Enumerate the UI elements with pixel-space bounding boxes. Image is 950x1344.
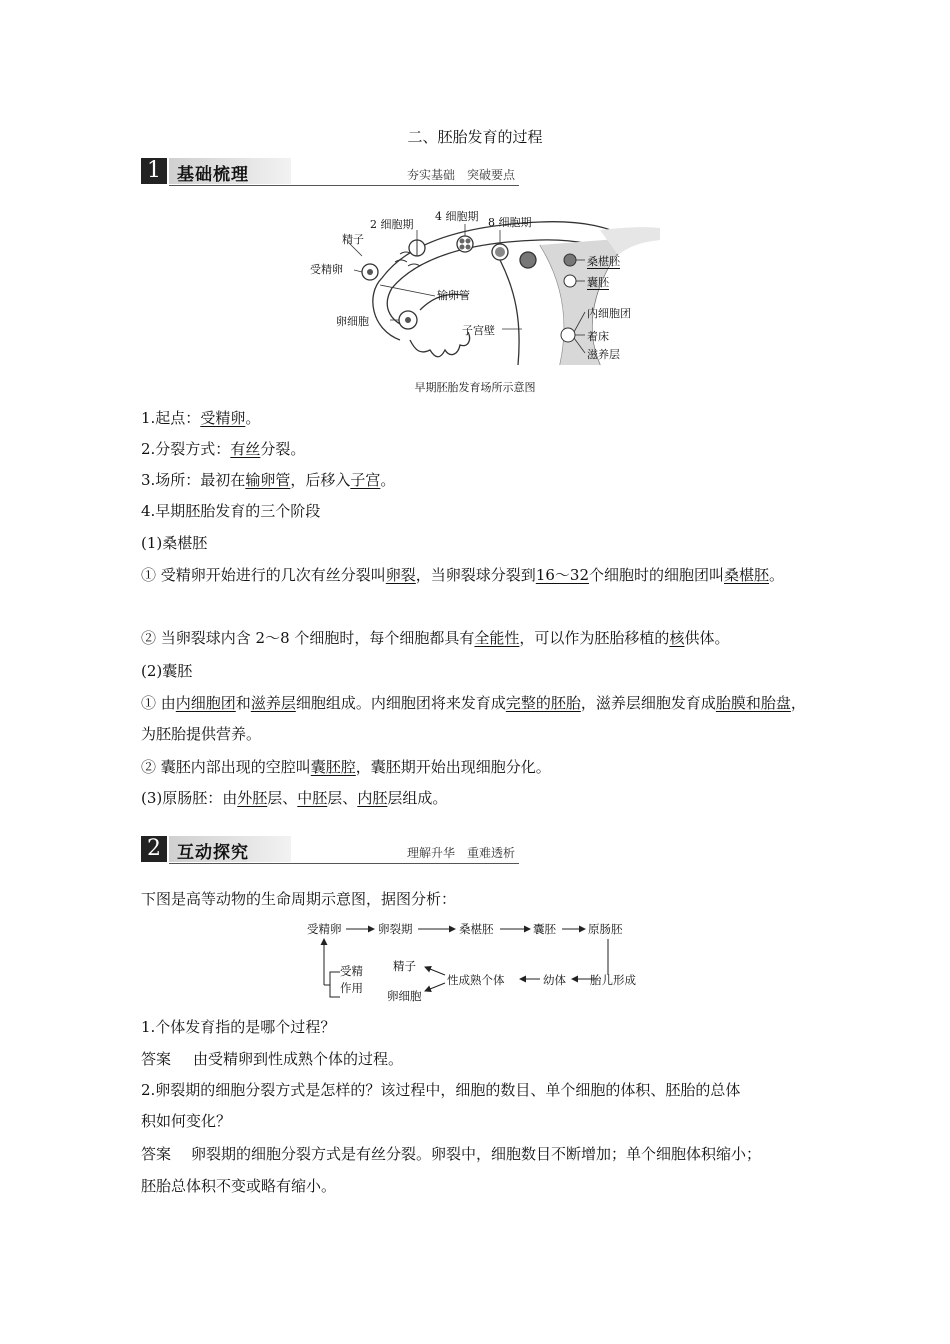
answer-2-line-2: 胚胎总体积不变或略有缩小。 xyxy=(141,1177,337,1195)
section-banner-explore xyxy=(141,836,519,866)
label-inner-cell-mass: 内细胞团 xyxy=(587,307,631,320)
label-sperm: 精子 xyxy=(342,233,364,246)
flow-fertilization-1: 受精 xyxy=(340,964,363,978)
section-banner-basics xyxy=(141,158,519,188)
question-2-line-1: 2.卵裂期的细胞分裂方式是怎样的？该过程中，细胞的数目、单个细胞的体积、胚胎的总体 xyxy=(141,1081,741,1099)
paragraph-morula-1: ① 受精卵开始进行的几次有丝分裂叫卵裂，当卵裂球分裂到16～32个细胞时的细胞团叫桑椹胚。 xyxy=(141,566,785,584)
answer-2-line-1: 答案 卵裂期的细胞分裂方式是有丝分裂。卵裂中，细胞数目不断增加；单个细胞体积缩小； xyxy=(141,1145,762,1163)
label-morula: 桑椹胚 xyxy=(587,255,620,268)
label-4cell: 4 细胞期 xyxy=(435,210,479,223)
flow-morula: 桑椹胚 xyxy=(459,922,494,936)
label-zygote: 受精卵 xyxy=(310,263,343,276)
answer-1: 答案 由受精卵到性成熟个体的过程。 xyxy=(141,1050,404,1068)
subheading-gastrula: (3)原肠胚：由外胚层、中胚层、内胚层组成。 xyxy=(141,789,448,807)
subheading-morula: (1)桑椹胚 xyxy=(141,534,208,552)
flow-zygote: 受精卵 xyxy=(307,922,342,936)
subheading-blastocyst: (2)囊胚 xyxy=(141,662,193,680)
section-number: 1 xyxy=(141,158,167,184)
flow-gastrula: 原肠胚 xyxy=(588,922,623,936)
item-start-point: 1.起点：受精卵。 xyxy=(141,409,261,427)
label-8cell: 8 细胞期 xyxy=(488,216,532,229)
item-three-stages: 4.早期胚胎发育的三个阶段 xyxy=(141,502,321,520)
section-number: 2 xyxy=(141,836,167,862)
flow-blastocyst: 囊胚 xyxy=(533,922,556,936)
section-subtitle: 夯实基础 突破要点 xyxy=(406,168,515,182)
flow-fetus: 胎儿形成 xyxy=(590,973,636,987)
question-2-line-2: 积如何变化？ xyxy=(141,1112,232,1130)
flow-cleavage: 卵裂期 xyxy=(378,922,413,936)
intro-text: 下图是高等动物的生命周期示意图，据图分析： xyxy=(141,890,457,908)
label-egg: 卵细胞 xyxy=(336,315,369,328)
section-name: 基础梳理 xyxy=(177,165,249,185)
flow-young: 幼体 xyxy=(543,973,566,987)
question-1: 1.个体发育指的是哪个过程？ xyxy=(141,1018,336,1036)
item-location: 3.场所：最初在输卵管，后移入子宫。 xyxy=(141,471,396,489)
paragraph-blastocyst-2: ② 囊胚内部出现的空腔叫囊胚腔，囊胚期开始出现细胞分化。 xyxy=(141,758,551,776)
figure-caption: 早期胚胎发育场所示意图 xyxy=(414,381,536,394)
page-title: 二、胚胎发育的过程 xyxy=(407,128,543,146)
label-implantation: 着床 xyxy=(587,330,609,343)
section-name: 互动探究 xyxy=(177,843,249,863)
paragraph-blastocyst-1: ① 由内细胞团和滋养层细胞组成。内细胞团将来发育成完整的胚胎，滋养层细胞发育成胎膜和胎盘，为胚胎提供营养。 xyxy=(141,694,806,743)
label-2cell: 2 细胞期 xyxy=(370,218,414,231)
flow-fertilization-2: 作用 xyxy=(340,981,363,995)
label-oviduct: 输卵管 xyxy=(437,289,470,302)
label-trophoblast: 滋养层 xyxy=(587,348,620,361)
item-division-mode: 2.分裂方式：有丝分裂。 xyxy=(141,440,306,458)
flow-adult: 性成熟个体 xyxy=(447,973,505,987)
paragraph-morula-2: ② 当卵裂球内含 2～8 个细胞时，每个细胞都具有全能性，可以作为胚胎移植的核供体。 xyxy=(141,629,730,647)
label-uterus-wall: 子宫壁 xyxy=(462,324,495,337)
flow-sperm: 精子 xyxy=(393,959,416,973)
label-blastocyst: 囊胚 xyxy=(587,276,609,289)
flow-egg: 卵细胞 xyxy=(387,989,422,1003)
section-subtitle: 理解升华 重难透析 xyxy=(406,846,515,860)
